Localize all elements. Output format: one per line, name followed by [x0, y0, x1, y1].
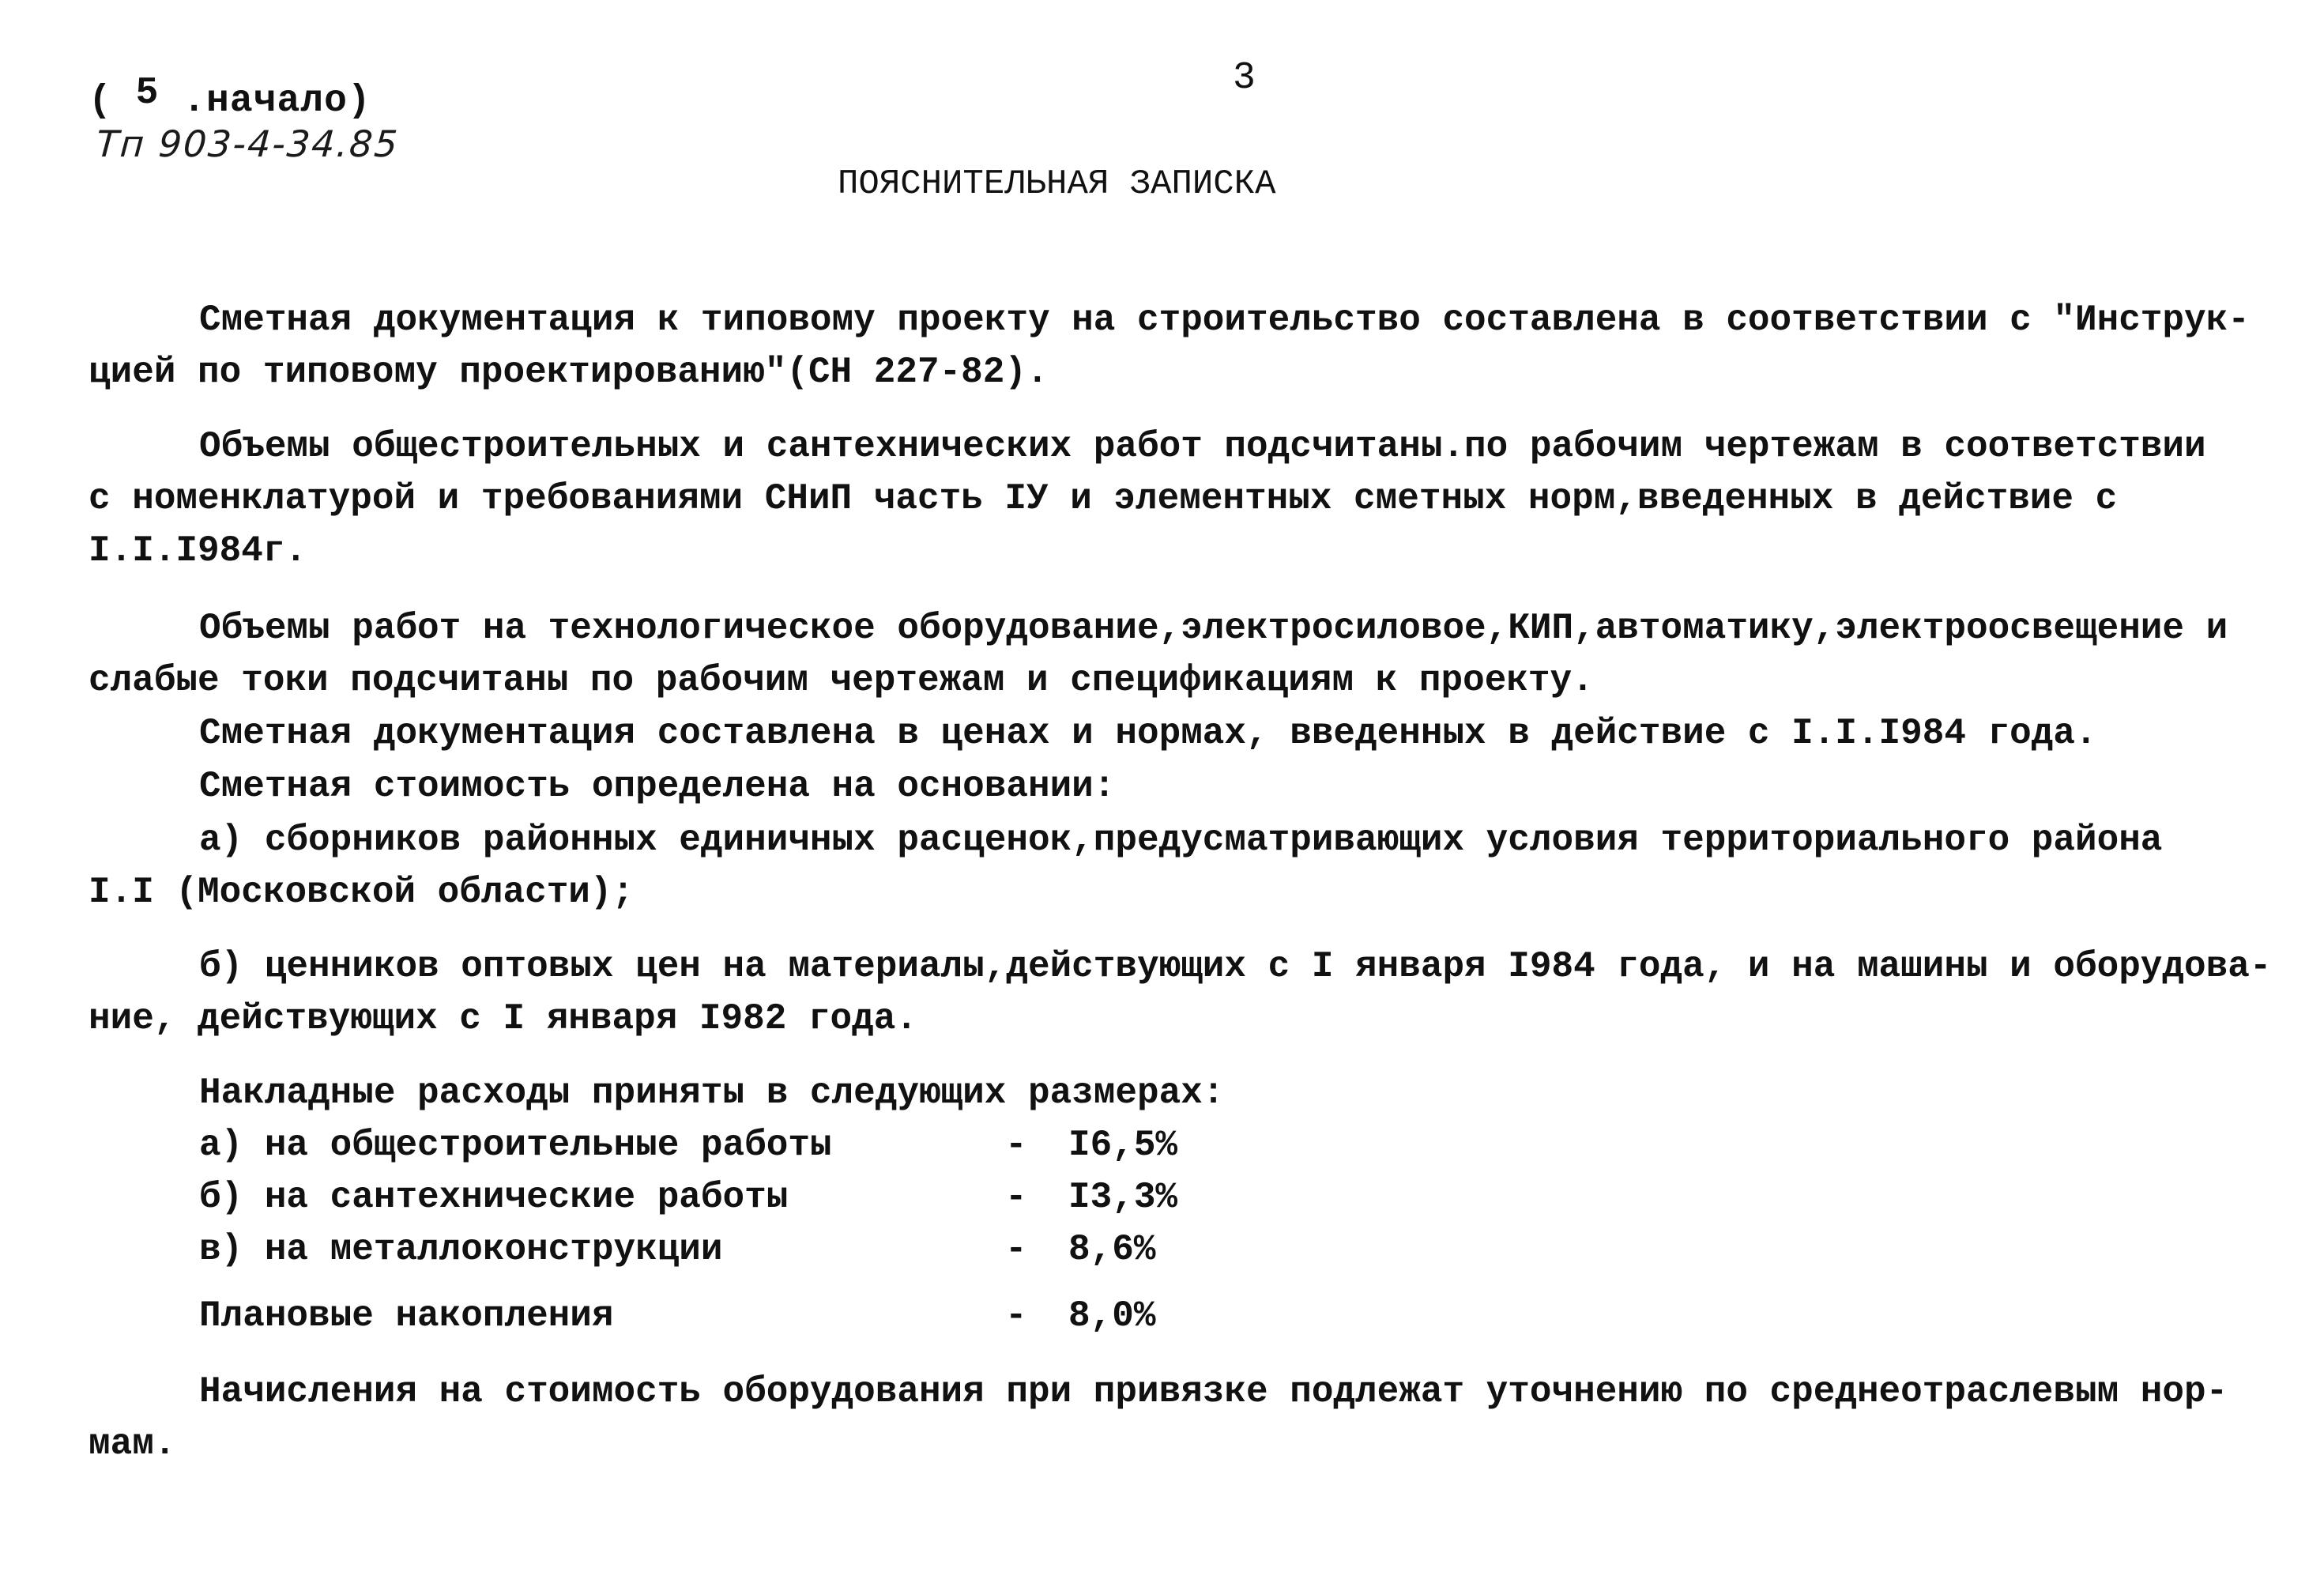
planned-accumulations: Плановые накопления - 8,0%	[199, 1295, 1156, 1336]
paragraph-item-a: а) сборников районных единичных расценок,предусматривающих условия территориального района I.I (Московской области);	[89, 820, 2163, 913]
rate-row: б) на сантехнические работы - I3,3%	[199, 1177, 1178, 1218]
paragraph-volumes-equipment: Объемы работ на технологическое оборудование,электросиловое,КИП,автоматику,электроосвещение и слабые токи подсчитаны по рабочим чертежам и спецификациям к проекту.	[89, 608, 2228, 701]
section-note: ( 5 .начало)	[89, 72, 371, 123]
paragraph-cost-basis: Сметная стоимость определена на основании:	[199, 766, 1116, 807]
paragraph-prices: Сметная документация составлена в ценах и нормах, введенных в действие с I.I.I984 года.	[199, 713, 2097, 754]
paragraph-volumes-construction: Объемы общестроительных и сантехнических работ подсчитаны.по рабочим чертежам в соответствии с номенклатурой и требованиями СНиП часть IУ и элементных сметных норм,введенных в действие с I.I.I984г.	[89, 426, 2206, 571]
overhead-rates-list	[89, 1119, 2238, 1276]
paragraph-equipment-charges: Начисления на стоимость оборудования при привязке подлежат уточнению по среднеотраслевым нор- мам.	[89, 1371, 2228, 1464]
rate-row: в) на металлоконструкции - 8,6%	[199, 1229, 1156, 1270]
rate-row: а) на общестроительные работы - I6,5%	[199, 1125, 1178, 1166]
paragraph-overhead-heading: Накладные расходы приняты в следующих размерах:	[199, 1072, 1225, 1114]
page-number: 3	[1233, 57, 1256, 100]
handwritten-project-code: Тп 903-4-34.85	[95, 123, 401, 165]
paragraph-instruction: Сметная документация к типовому проекту на строительство составлена в соответствии с "Инструк- цией по типовому проектированию"(СН 227-82).	[89, 300, 2250, 393]
document-title: ПОЯСНИТЕЛЬНАЯ ЗАПИСКА	[838, 164, 1276, 204]
paragraph-item-b: б) ценников оптовых цен на материалы,действующих с I января I984 года, и на машины и оборудова- ние, действующих с I января I982 года.	[89, 946, 2272, 1039]
section-number: 5	[135, 72, 160, 115]
